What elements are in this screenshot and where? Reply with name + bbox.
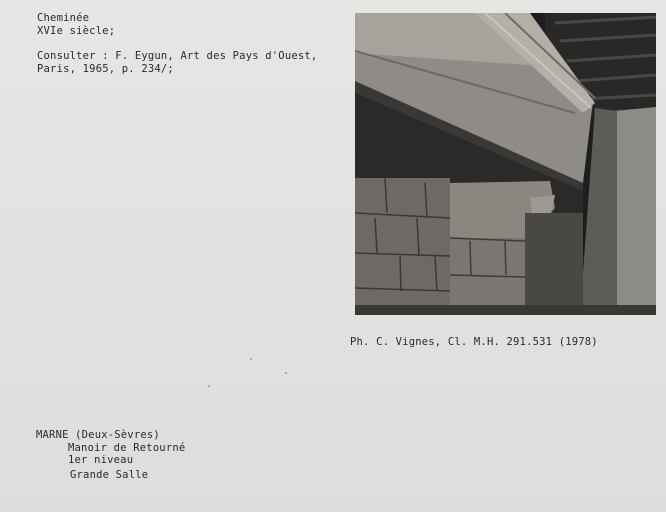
location-site: Manoir de Retourné — [68, 442, 186, 454]
location-department: MARNE (Deux-Sèvres) — [36, 429, 160, 441]
reference-line-2: Paris, 1965, p. 234/; — [37, 63, 174, 75]
paper-speck — [285, 372, 287, 374]
fireplace-photo — [355, 13, 656, 315]
object-title: Cheminée — [37, 12, 90, 24]
location-level: 1er niveau — [68, 454, 134, 466]
reference-line-1: Consulter : F. Eygun, Art des Pays d'Ouest, — [37, 50, 318, 62]
paper-speck — [250, 358, 252, 360]
object-date: XVIe siècle; — [37, 25, 116, 37]
photo-credit: Ph. C. Vignes, Cl. M.H. 291.531 (1978) — [350, 336, 598, 348]
fireplace-photo-drawing — [355, 13, 656, 315]
paper-speck — [208, 385, 210, 387]
location-room: Grande Salle — [70, 469, 149, 481]
